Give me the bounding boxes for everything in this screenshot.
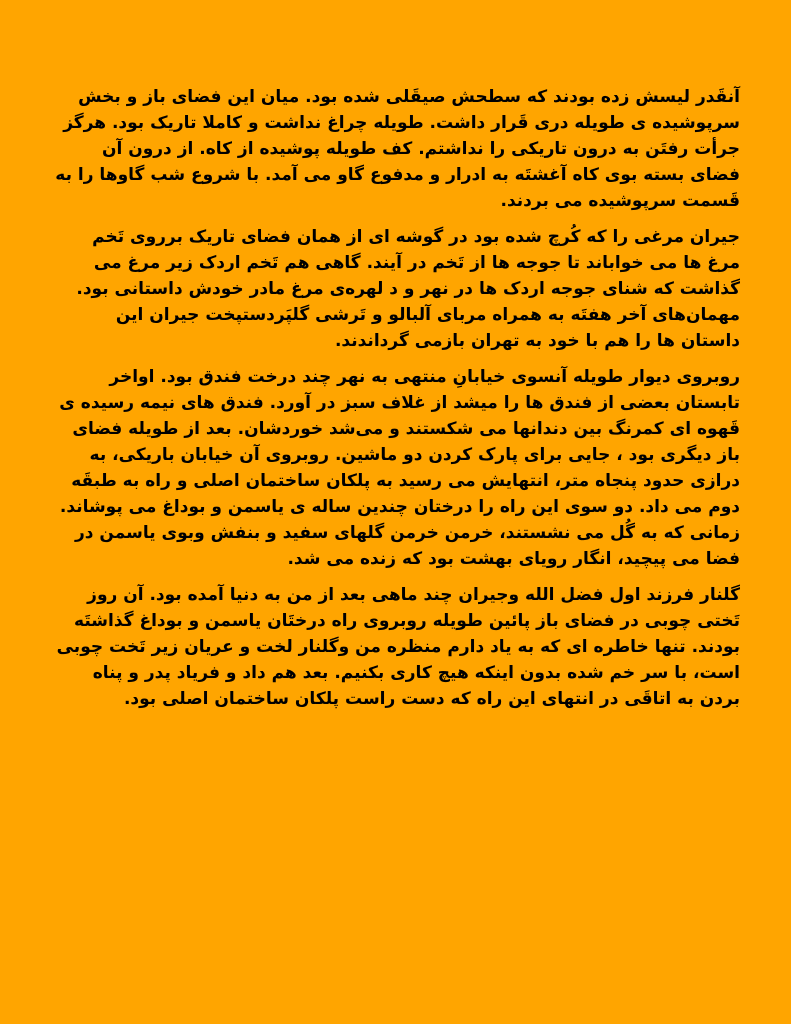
story-text-block [55, 84, 740, 722]
paragraph-stable: آنقَدر لیسش زده بودند که سطحش صیقَلی شده بود. میان این فضای باز و بخش سرپوشیده ی طویله دری قَرار داشت. طویله چراغ نداشت و کاملا تاریک بود. هرگز جرأت رفتَن به درون تاریکی را نداشتم. کف طویله پوشیده از کاه. از درون آن فضای بسته بوی کاه آغشتَه به ادرار و مدفوع گاو می آمد. با شروع شب گاوها را به قَسمت سرپوشیده می بردند. [55, 87, 740, 211]
paragraph-hazelnut-trees: روبروی دیوار طویله آنسوی خیابانِ منتهی به نهر چند درخت فندق بود. اواخر تابستان بعضی از فندق ها را میشد از غلاف سبز در آورد. فندق های نیمه رسیده ی قَهوه ای کمرنگ بین دندانها می شکستند و می‌شد خوردشان. بعد از طویله فضای باز دیگری بود ، جایی برای پارک کردن دو ماشین. روبروی آن خیابان باریکی، به درازی حدود پنجاه متر، انتهایش می رسید به پلکان ساختمان اصلی و راه به طبقَه دوم می داد. دو سوی این راه را درختان چندین ساله ی یاسمن و بوداغ می پوشاند. زمانی که به گُل می نشستند، خرمن خرمن گلهای سفید و بنفش وبوی یاسمن در فضا می پیچید، انگار رویای بهشت بود که زنده می شد. [59, 367, 740, 569]
paragraph-golnar: گلنار فرزند اول فضل الله وجیران چند ماهی بعد از من به دنیا آمده بود. آن روز تَختی چوبی در فضای باز پائین طویله روبروی راه درختَان یاسمن و بوداغ گذاشتَه بودند. تنها خاطره ای که به یاد دارم منظره من وگلنار لخت و عریان زیر تَخت چوبی است، با سر خم شده بدون اینکه هیچ کاری بکنیم. بعد هم داد و فریاد پدر و پناه بردن به اتاقَی در انتهای این راه که دست راست پلکان ساختمان اصلی بود. [56, 585, 740, 709]
paragraph-hen: جیران مرغی را که کُرچ شده بود در گوشه ای از همان فضای تاریک برروی تَخم مرغ ها می خواباند تا جوجه ها از تَخم در آیند. گاهی هم تَخم اردک زیر مرغ می گذاشت که شنای جوجه اردک ها در نهر و د لهره‌ی مرغ مادر خودش داستانی بود. مهمان‌های آخر هفتَه به همراه مربای آلبالو و تَرشی گلپَردستپخت جیران این داستان ها را هم با خود به تهران بازمی گرداندند. [76, 227, 740, 351]
